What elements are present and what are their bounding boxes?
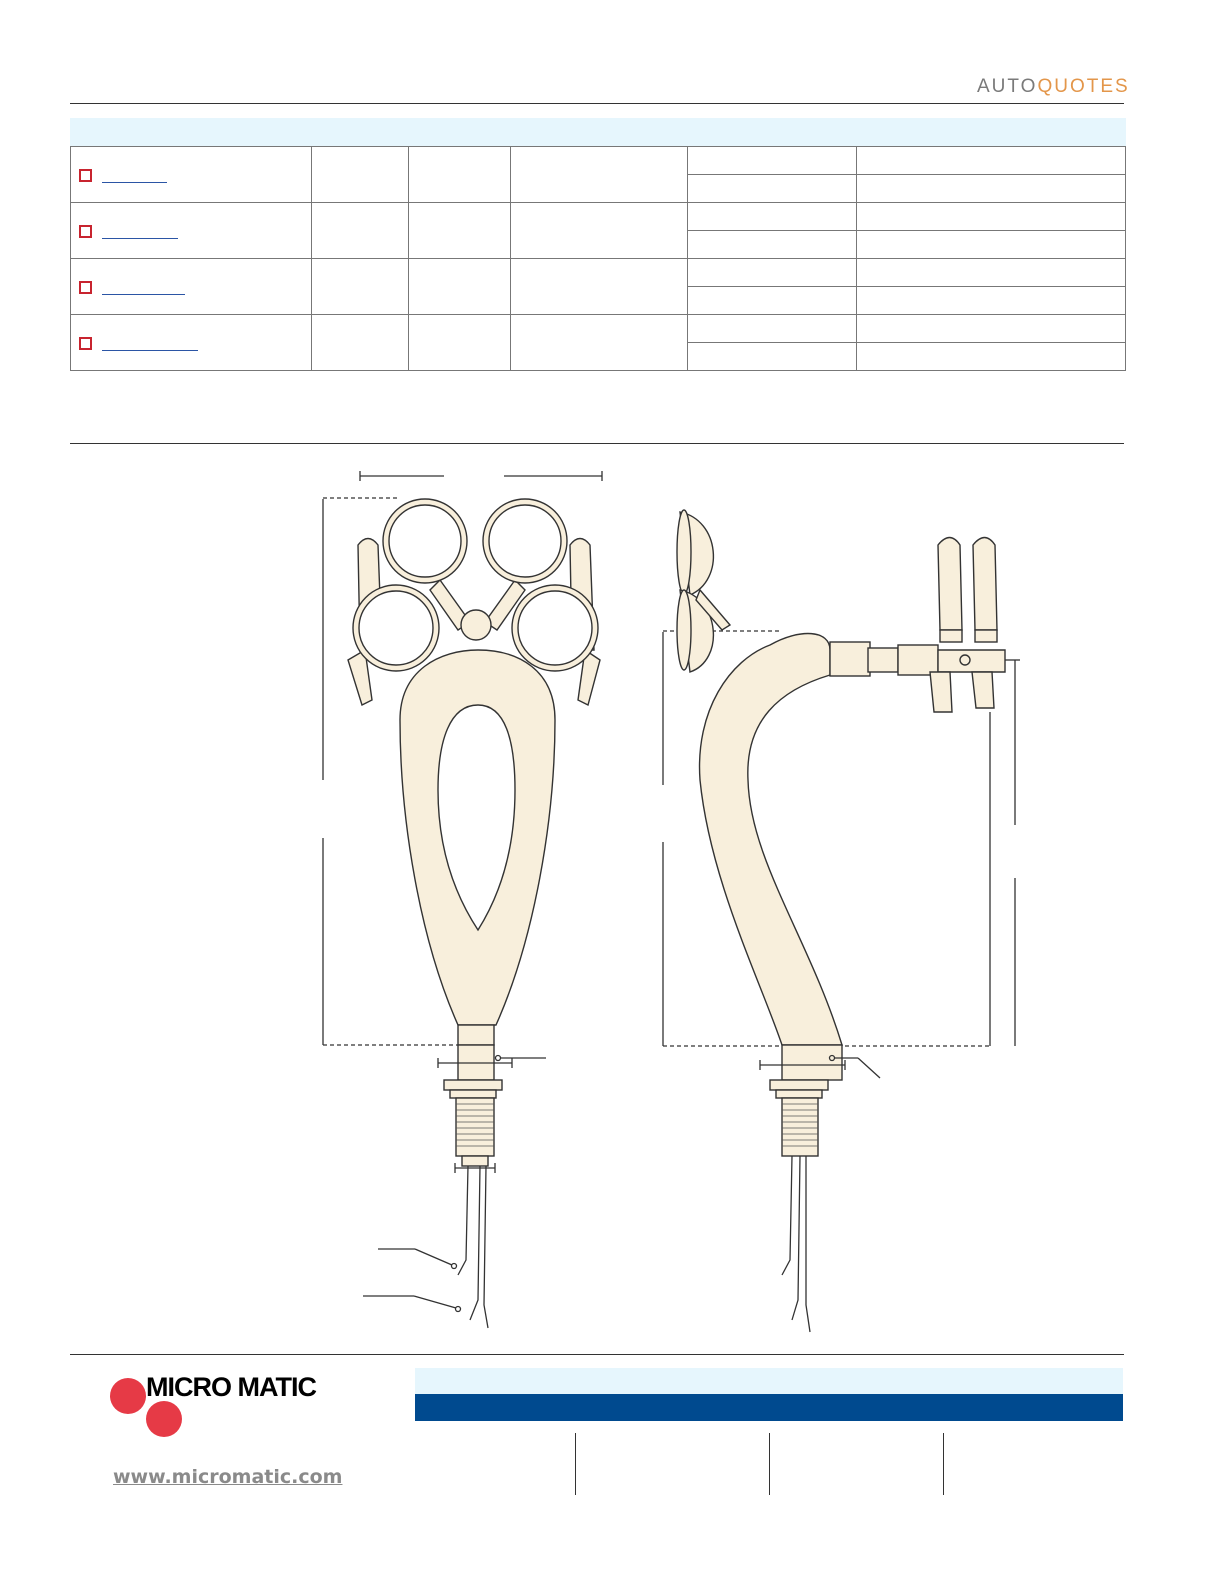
option-checkbox[interactable]	[79, 169, 92, 182]
option-link[interactable]	[102, 350, 198, 351]
autoquotes-logo-part1: AUTO	[977, 76, 1038, 97]
autoquotes-logo	[977, 76, 1130, 98]
option-checkbox[interactable]	[79, 281, 92, 294]
table-row	[71, 147, 1126, 175]
spec-table	[70, 146, 1126, 371]
table-header-band	[70, 118, 1126, 146]
table-row	[71, 259, 1126, 287]
option-link[interactable]	[102, 182, 167, 183]
option-cell	[71, 203, 312, 259]
website-link[interactable]: www.micromatic.com	[113, 1466, 343, 1488]
header-rule	[70, 103, 1124, 104]
footer-blue-bar	[415, 1394, 1123, 1421]
option-cell	[71, 147, 312, 203]
company-name: MICRO MATIC	[146, 1372, 316, 1402]
table-row	[71, 315, 1126, 343]
footer-divider	[769, 1433, 770, 1495]
footer-rule	[70, 1354, 1124, 1355]
option-cell	[71, 315, 312, 371]
option-cell	[71, 259, 312, 315]
option-checkbox[interactable]	[79, 337, 92, 350]
option-link[interactable]	[102, 294, 185, 295]
section-rule	[70, 443, 1124, 444]
option-link[interactable]	[102, 238, 178, 239]
footer-light-band	[415, 1368, 1123, 1394]
autoquotes-logo-part2: QUOTES	[1037, 76, 1130, 97]
table-row	[71, 203, 1126, 231]
footer-divider	[943, 1433, 944, 1495]
footer-divider	[575, 1433, 576, 1495]
option-checkbox[interactable]	[79, 225, 92, 238]
tower-drawing	[0, 450, 1224, 1350]
